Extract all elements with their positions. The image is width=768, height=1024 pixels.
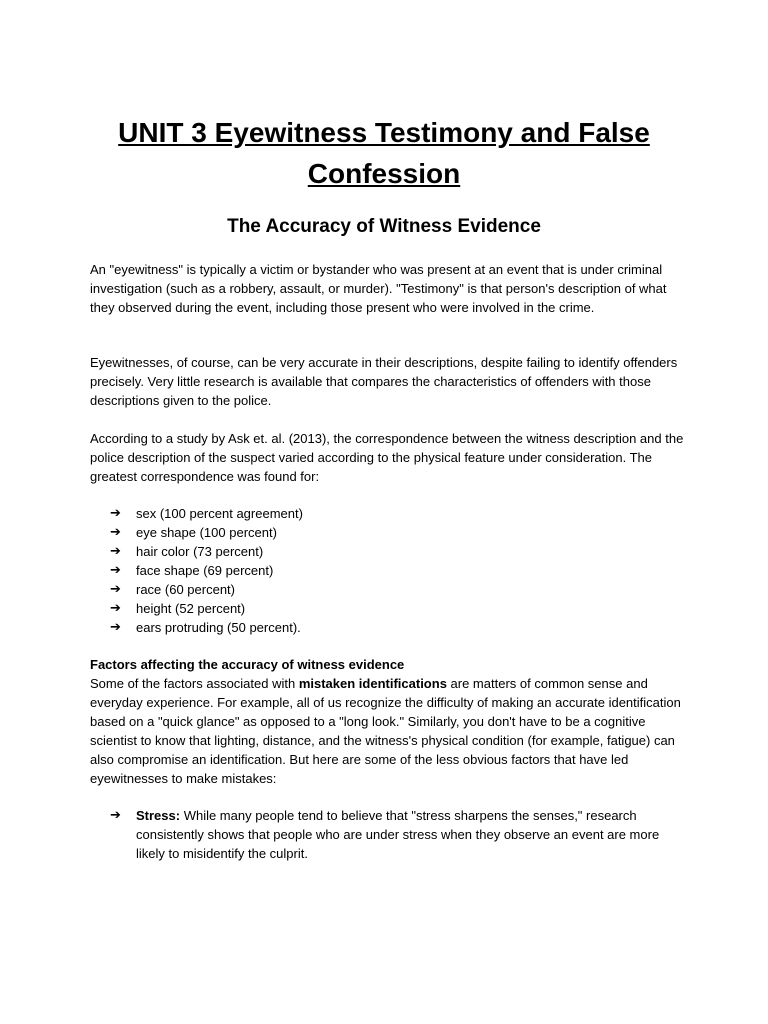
list-item bbox=[90, 599, 690, 618]
factors-paragraph bbox=[90, 674, 690, 788]
right-arrow-icon: ➔ bbox=[110, 582, 121, 597]
factors-text-end: are matters of common sense and everyday experience. For example, all of us recognize the difficulty of making an accurate identification based on a "quick glance" as opposed to a "long look." Similarly, you don't have to be a cognitive scientist to know that lighting, distance, and the witness's physical condition (for example, fatigue) can also compromise an identification. But here are some of the less obvious factors that have led eyewitnesses to make mistakes: bbox=[90, 676, 681, 786]
list-item bbox=[90, 523, 690, 542]
factors-heading: Factors affecting the accuracy of witness evidence bbox=[90, 657, 405, 672]
page-title: UNIT 3 Eyewitness Testimony and False Confession bbox=[118, 117, 650, 189]
paragraph-study bbox=[90, 429, 690, 486]
list-item-text: face shape (69 percent) bbox=[136, 563, 274, 578]
list-item-text: hair color (73 percent) bbox=[136, 544, 264, 559]
list-item bbox=[90, 504, 690, 523]
right-arrow-icon: ➔ bbox=[110, 620, 121, 635]
list-item bbox=[90, 542, 690, 561]
stress-label: Stress: bbox=[136, 808, 181, 823]
factors-text-start: Some of the factors associated with bbox=[90, 676, 299, 691]
list-item-text: eye shape (100 percent) bbox=[136, 525, 277, 540]
stress-text: While many people tend to believe that "stress sharpens the senses," research consistently shows that people who are under stress when they observe an event are more likely to misidentify the culprit. bbox=[136, 808, 660, 861]
list-item-text: sex (100 percent agreement) bbox=[136, 506, 303, 521]
factors-section bbox=[90, 655, 690, 788]
list-item-text: ears protruding (50 percent). bbox=[136, 620, 301, 635]
paragraph-text: According to a study by Ask et. al. (2013), the correspondence between the witness description and the police description of the suspect varied according to the physical feature under consideration. The greatest correspondence was found for: bbox=[90, 431, 684, 484]
right-arrow-icon: ➔ bbox=[110, 808, 121, 823]
list-item bbox=[90, 580, 690, 599]
right-arrow-icon: ➔ bbox=[110, 525, 121, 540]
right-arrow-icon: ➔ bbox=[110, 601, 121, 616]
list-item-text: height (52 percent) bbox=[136, 601, 246, 616]
right-arrow-icon: ➔ bbox=[110, 544, 121, 559]
list-item-text: race (60 percent) bbox=[136, 582, 235, 597]
feature-list bbox=[90, 504, 690, 637]
paragraph-accuracy bbox=[90, 353, 690, 410]
factors-bold-term: mistaken identifications bbox=[298, 676, 447, 691]
section-heading: The Accuracy of Witness Evidence bbox=[227, 216, 541, 237]
paragraph-text: Eyewitnesses, of course, can be very accurate in their descriptions, despite failing to identify offenders precisely. Very little research is available that compares the characteristics of offenders with those descriptions given to the police. bbox=[90, 355, 678, 408]
paragraph-text: An "eyewitness" is typically a victim or bystander who was present at an event that is under criminal investigation (such as a robbery, assault, or murder). "Testimony" is that person's description of what they observed during the event, including those present who were involved in the crime. bbox=[90, 262, 667, 315]
right-arrow-icon: ➔ bbox=[110, 506, 121, 521]
right-arrow-icon: ➔ bbox=[110, 563, 121, 578]
paragraph-eyewitness-definition bbox=[90, 260, 690, 317]
list-item bbox=[90, 806, 690, 863]
list-item bbox=[90, 561, 690, 580]
list-item bbox=[90, 618, 690, 637]
stress-list bbox=[90, 806, 690, 863]
